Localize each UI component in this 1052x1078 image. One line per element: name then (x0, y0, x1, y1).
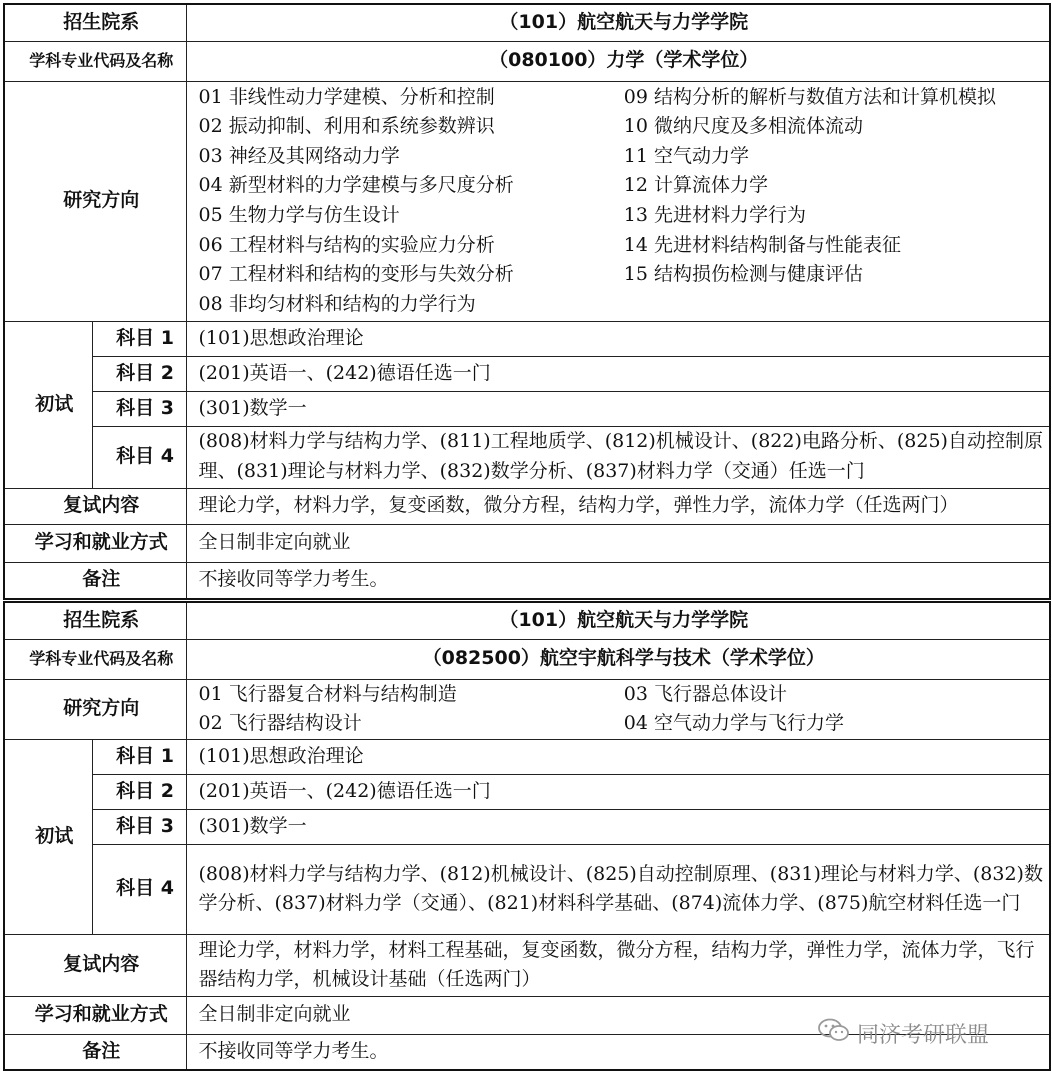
program-table-1 (3, 3, 1051, 600)
subject3-value: (301)数学一 (186, 391, 1050, 426)
watermark (817, 1018, 989, 1048)
study-mode-value: 全日制非定向就业 (186, 524, 1050, 562)
retest-label: 复试内容 (4, 488, 186, 524)
directions-left (199, 83, 624, 320)
direction-item: 13 先进材料力学行为 (623, 204, 806, 226)
directions-label: 研究方向 (4, 81, 186, 321)
direction-item: 10 微纳尺度及多相流体流动 (623, 115, 863, 138)
watermark-text: 同济考研联盟 (857, 1022, 990, 1048)
major-value: （082500）航空宇航科学与技术（学术学位） (186, 639, 1050, 679)
direction-item: 04 空气动力学与飞行力学 (623, 712, 844, 735)
major-label: 学科专业代码及名称 (4, 41, 186, 81)
subject3-label: 科目 3 (92, 809, 186, 844)
study-mode-label: 学习和就业方式 (4, 524, 186, 562)
wechat-icon (817, 1017, 857, 1049)
direction-item: 06 工程材料与结构的实验应力分析 (198, 233, 495, 256)
direction-item: 05 生物力学与仿生设计 (198, 204, 400, 226)
subject1-label: 科目 1 (92, 321, 186, 356)
remarks-value: 不接收同等学力考生。 (186, 562, 1050, 599)
direction-item: 15 结构损伤检测与健康评估 (623, 263, 863, 286)
exam-label: 初试 (4, 739, 92, 934)
direction-item: 08 非均匀材料和结构的力学行为 (198, 292, 476, 315)
subject3-value: (301)数学一 (186, 809, 1050, 844)
study-mode-label: 学习和就业方式 (4, 996, 186, 1034)
subject4-value: (808)材料力学与结构力学、(811)工程地质学、(812)机械设计、(822)电路分析、(825)自动控制原理、(831)理论与材料力学、(832)数学分析、(837)材料力学（交通）任选一门 (186, 426, 1050, 488)
subject2-value: (201)英语一、(242)德语任选一门 (186, 774, 1050, 809)
direction-item: 11 空气动力学 (623, 144, 749, 167)
directions-cell (186, 81, 1050, 321)
directions-label: 研究方向 (4, 679, 186, 739)
directions-cell (186, 679, 1050, 739)
remarks-label: 备注 (4, 1034, 186, 1070)
direction-item: 01 飞行器复合材料与结构制造 (198, 682, 457, 705)
direction-item: 03 飞行器总体设计 (623, 682, 787, 705)
directions-right (624, 83, 1049, 320)
direction-item: 09 结构分析的解析与数值方法和计算机模拟 (623, 85, 996, 108)
subject2-label: 科目 2 (92, 774, 186, 809)
subject3-label: 科目 3 (92, 391, 186, 426)
exam-label: 初试 (4, 321, 92, 488)
subject4-value: (808)材料力学与结构力学、(812)机械设计、(825)自动控制原理、(831)理论与材料力学、(832)数学分析、(837)材料力学（交通）、(821)材料科学基础、(874)流体力学、(875)航空材料任选一门 (186, 844, 1050, 934)
subject2-value: (201)英语一、(242)德语任选一门 (186, 356, 1050, 391)
remarks-label: 备注 (4, 562, 186, 599)
subject1-label: 科目 1 (92, 739, 186, 774)
direction-item: 02 振动抑制、利用和系统参数辨识 (198, 115, 495, 138)
dept-label: 招生院系 (4, 4, 186, 41)
remarks-value: 不接收同等学力考生。 (186, 1034, 1050, 1070)
retest-value: 理论力学，材料力学，材料工程基础，复变函数，微分方程，结构力学，弹性力学，流体力学，飞行器结构力学，机械设计基础（任选两门） (186, 934, 1050, 996)
subject4-label: 科目 4 (92, 426, 186, 488)
direction-item: 04 新型材料的力学建模与多尺度分析 (198, 174, 514, 197)
major-value: （080100）力学（学术学位） (186, 41, 1050, 81)
retest-label: 复试内容 (4, 934, 186, 996)
dept-value: （101）航空航天与力学学院 (186, 602, 1050, 639)
direction-item: 14 先进材料结构制备与性能表征 (623, 233, 901, 256)
subject2-label: 科目 2 (92, 356, 186, 391)
program-table-2 (3, 601, 1051, 1071)
retest-value: 理论力学，材料力学，复变函数，微分方程，结构力学，弹性力学，流体力学（任选两门） (186, 488, 1050, 524)
study-mode-value: 全日制非定向就业 (186, 996, 1050, 1034)
subject4-label: 科目 4 (92, 844, 186, 934)
directions-left (199, 680, 624, 739)
dept-label: 招生院系 (4, 602, 186, 639)
direction-item: 07 工程材料和结构的变形与失效分析 (198, 263, 514, 286)
direction-item: 03 神经及其网络动力学 (198, 144, 400, 167)
subject1-value: (101)思想政治理论 (186, 739, 1050, 774)
directions-right (624, 680, 1049, 739)
major-label: 学科专业代码及名称 (4, 639, 186, 679)
direction-item: 12 计算流体力学 (623, 174, 768, 197)
dept-value: （101）航空航天与力学学院 (186, 4, 1050, 41)
subject1-value: (101)思想政治理论 (186, 321, 1050, 356)
direction-item: 01 非线性动力学建模、分析和控制 (198, 85, 495, 108)
direction-item: 02 飞行器结构设计 (198, 712, 362, 735)
